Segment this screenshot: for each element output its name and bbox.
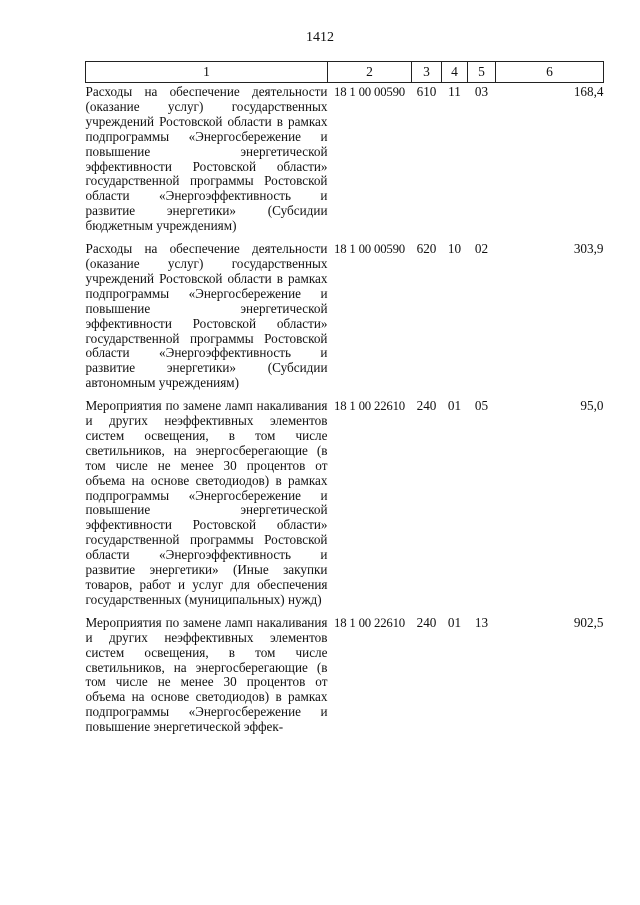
row-target-code: 18 1 00 22610 (334, 615, 405, 630)
table-row (86, 397, 604, 614)
table-row (86, 240, 604, 397)
row-description: Мероприятия по замене ламп накаливания и других неэффективных элементов систем освещения, в том числе светильников, на энергосберегающие (в том числе не менее 30 процентов от объема на основе светодиодов) в рамках подпрограммы «Энергосбережение и повышение энергетической эффективности Ростовской области» государственной программы Ростовской области «Энергоэффективность и развитие энергетики» (Иные закупки товаров, работ и услуг для обеспечения государственных (муниципальных) нужд) (85, 398, 328, 607)
row-amount: 168,4 (573, 84, 604, 99)
budget-table (85, 61, 604, 741)
row-expense-type: 240 (416, 614, 437, 630)
row-description: Расходы на обеспечение деятельности (оказание услуг) государственных учреждений Ростовской области в рамках подпрограммы «Энергосбережение и повышение энергетической эффективности Ростовской области» государственной программы Ростовской области «Энергоэффективность и развитие энергетики» (Субсидии автономным учреждениям) (85, 241, 328, 391)
row-description: Расходы на обеспечение деятельности (оказание услуг) государственных учреждений Ростовской области в рамках подпрограммы «Энергосбережение и повышение энергетической эффективности Ростовской области» государственной программы Ростовской области «Энергоэффективность и развитие энергетики» (Субсидии бюджетным учреждениям) (85, 84, 328, 234)
row-section: 01 (447, 614, 462, 630)
row-expense-type: 240 (416, 398, 437, 414)
table-row (86, 83, 604, 241)
row-target-code: 18 1 00 00590 (334, 85, 405, 99)
column-header: 4 (442, 62, 468, 83)
row-expense-type: 610 (416, 84, 437, 99)
row-section: 11 (448, 84, 461, 99)
row-target-code: 18 1 00 00590 (334, 242, 405, 257)
row-subsection: 13 (474, 614, 489, 630)
row-subsection: 03 (474, 84, 489, 99)
column-header: 3 (412, 62, 442, 83)
row-target-code: 18 1 00 22610 (334, 399, 405, 414)
row-section: 01 (447, 398, 462, 414)
row-section: 10 (447, 241, 462, 257)
table-row (86, 614, 604, 741)
column-header: 2 (328, 62, 412, 83)
header-row (86, 62, 604, 83)
column-header: 5 (468, 62, 496, 83)
row-description: Мероприятия по замене ламп накаливания и других неэффективных элементов систем освещения, в том числе светильников, на энергосберегающие (в том числе не менее 30 процентов от объема на основе светодиодов) в рамках подпрограммы «Энергосбережение и повышение энергетической эффек- (85, 614, 328, 735)
row-amount: 95,0 (580, 398, 604, 414)
row-subsection: 02 (474, 241, 489, 257)
page-number: 1412 (306, 30, 334, 45)
row-amount: 303,9 (573, 241, 604, 257)
row-amount: 902,5 (573, 614, 604, 630)
row-subsection: 05 (474, 398, 489, 414)
row-expense-type: 620 (416, 241, 437, 257)
column-header: 1 (86, 62, 328, 83)
column-header: 6 (496, 62, 604, 83)
